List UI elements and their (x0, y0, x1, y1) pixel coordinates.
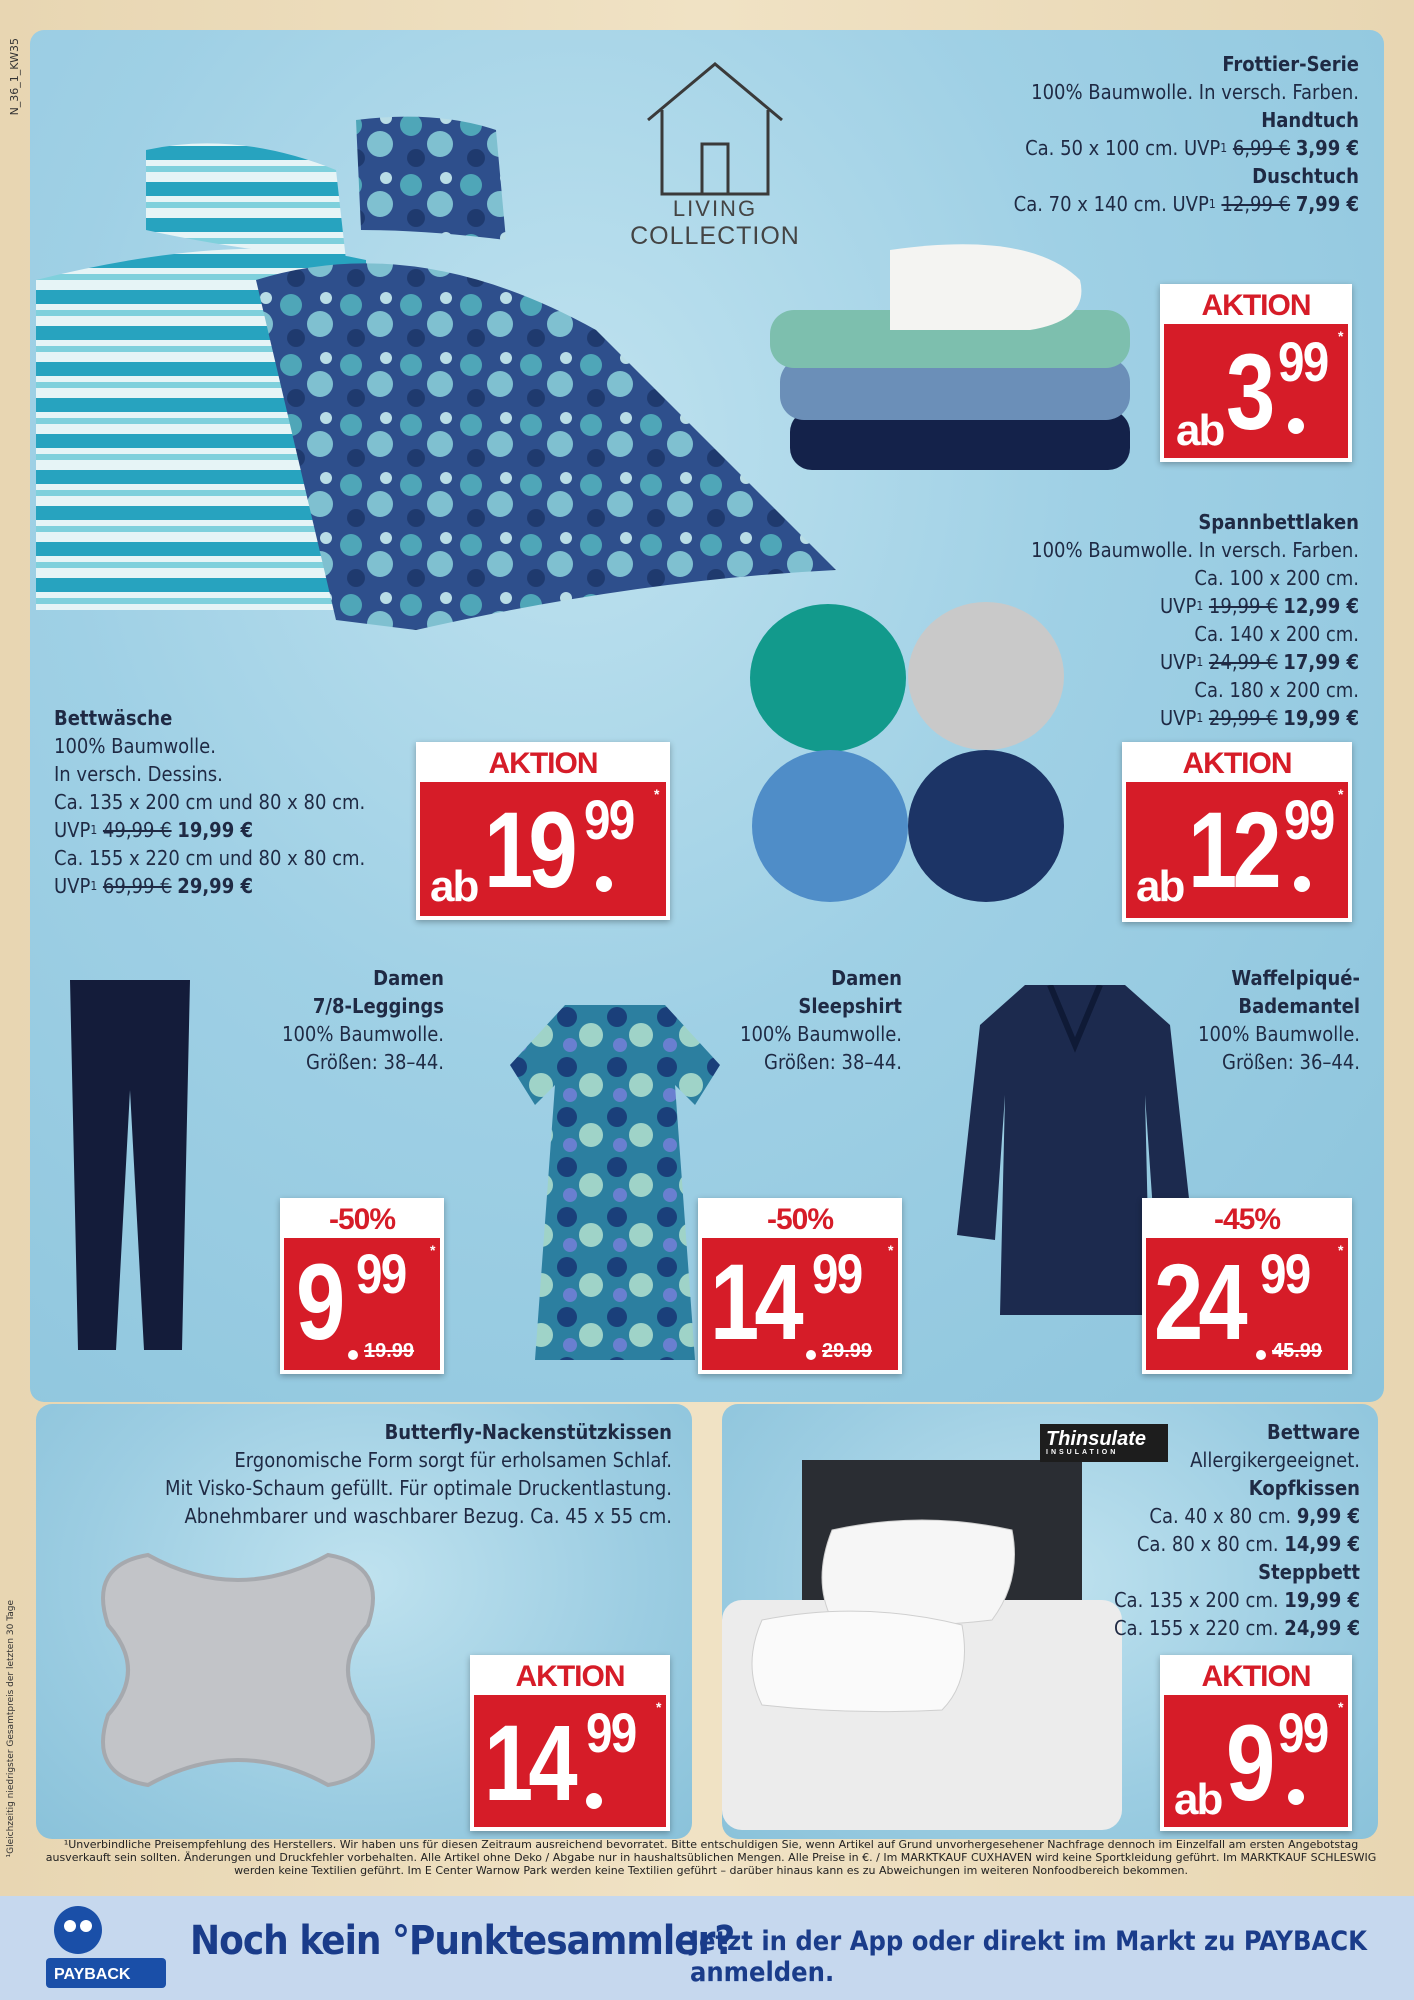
price-tag-leggings: -50% 9 99 19.99 * (280, 1198, 444, 1374)
footnote: ¹Unverbindliche Preisempfehlung des Herstellers. Wir haben uns für diesen Zeitraum ausreichend bevorratet. Bitte entschuldigen Sie, wenn Artikel auf Grund unvorhergesehener Nachfrage dennoch im Einzelfall am ersten Angebotstag ausverkauft sein sollten. Änderungen und Druckfehler vorbehalten. Alle Artikel ohne Deko / Abgabe nur in haushaltsüblichen Mengen. Alle Preise in €. / Im MARKTKAUF CUXHAVEN wird keine Sportkleidung geführt. Im MARKTKAUF SCHLESWIG werden keine Textilien geführt. Im E Center Warnow Park werden keine Textilien geführt – darüber hinaus kann es zu Abweichungen im weiteren Nonfoodbereich bekommen. (45, 1838, 1377, 1877)
handtuch-price-line: Ca. 50 x 100 cm. UVP$^1$ 6,99 € 3,99 € (1025, 136, 1359, 160)
bettwaesche-text: Bettwäsche 100% Baumwolle. In versch. Dessins. Ca. 135 x 200 cm und 80 x 80 cm. UVP$^1$ 49,99 € 19,99 € Ca. 155 x 220 cm und 80 x 80 cm. UVP$^1$ 69,99 € 29,99 € (54, 706, 366, 898)
price-tag-bettware: AKTION ab 9 99 * (1160, 1655, 1352, 1831)
floral-pillow (356, 117, 506, 240)
handtuch-title: Handtuch (1261, 108, 1359, 132)
house-icon (640, 58, 790, 198)
side-note: ¹Gleichzeitig niedrigster Gesamtpreis der letzten 30 Tage (6, 1600, 16, 1858)
side-code: N_36_1_KW35 (8, 38, 21, 116)
price-tag-bademantel: -45% 24 99 45.99 * (1142, 1198, 1352, 1374)
frottier-desc: 100% Baumwolle. In versch. Farben. (1031, 80, 1359, 104)
towel-stack-image (770, 240, 1150, 490)
striped-pillow (146, 143, 346, 260)
price-tag-spannbettlaken: AKTION ab 12 99 * (1122, 742, 1352, 922)
tag-head: AKTION (1164, 288, 1348, 324)
frottier-text (839, 50, 1359, 218)
logo-line1: LIVING (672, 196, 758, 221)
thinsulate-logo: Thinsulate INSULATION (1040, 1424, 1168, 1462)
bademantel-text: Waffelpiqué- Bademantel 100% Baumwolle. Größen: 36–44. (1198, 966, 1360, 1074)
price-tag-frottier: AKTION ab 3 99 * (1160, 284, 1352, 462)
payback-logo (40, 1900, 170, 1992)
payback-label: PAYBACK (54, 1966, 131, 1983)
leggings-text: Damen 7/8-Leggings 100% Baumwolle. Größen: 38–44. (282, 966, 444, 1074)
spannbettlaken-text: Spannbettlaken 100% Baumwolle. In versch. Farben. Ca. 100 x 200 cm. UVP$^1$ 19,99 € 12,99 € Ca. 140 x 200 cm. UVP$^1$ 24,99 € 17,99 € Ca. 180 x 200 cm. UVP$^1$ 29,99 € 19,99 € (1031, 510, 1359, 730)
living-collection-logo (630, 58, 800, 258)
price-tag-bettwaesche: AKTION ab 19 99 * (416, 742, 670, 920)
floral-duvet (256, 263, 836, 630)
bettware-text: Bettware Allergikergeeignet. Kopfkissen Ca. 40 x 80 cm. 9,99 € Ca. 80 x 80 cm. 14,99 € Steppbett Ca. 135 x 200 cm. 19,99 € Ca. 155 x 220 cm. 24,99 € (1113, 1420, 1360, 1640)
sleepshirt-text: Damen Sleepshirt 100% Baumwolle. Größen: 38–44. (740, 966, 902, 1074)
frottier-title: Frottier-Serie (1222, 52, 1359, 76)
slogan-sub: Jetzt in der App oder direkt im Markt zu PAYBACK anmelden. (690, 1926, 1367, 1988)
leggings-image (60, 980, 200, 1360)
logo-line2: COLLECTION (630, 222, 800, 250)
butterfly-pillow-image (88, 1545, 388, 1795)
price-tag-kissen: AKTION 14 99 * (470, 1655, 670, 1831)
duschtuch-price-line: Ca. 70 x 140 cm. UVP$^1$ 12,99 € 7,99 € (1013, 192, 1359, 216)
kissen-text: Butterfly-Nackenstützkissen Ergonomische Form sorgt für erholsamen Schlaf. Mit Visko-Schaum gefüllt. Für optimale Druckentlastung. Abnehmbarer und waschbarer Bezug. Ca. 45 x 55 cm. (164, 1420, 672, 1528)
price-tag-sleepshirt: -50% 14 99 29.99 * (698, 1198, 902, 1374)
duschtuch-title: Duschtuch (1252, 164, 1359, 188)
slogan-heading: Noch kein °Punktesammler? (190, 1918, 735, 1964)
